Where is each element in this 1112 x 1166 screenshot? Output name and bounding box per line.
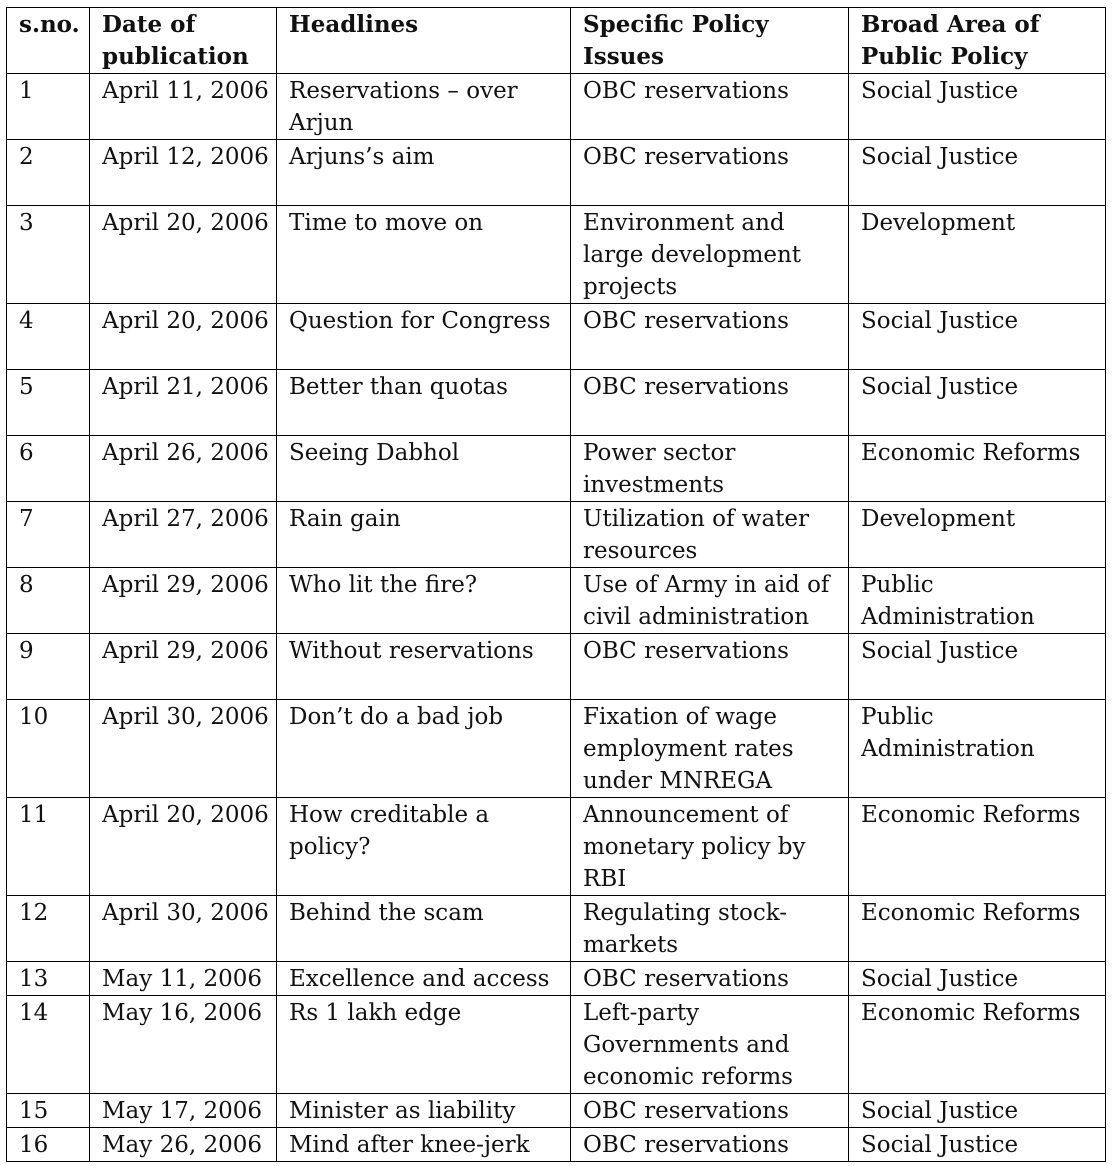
cell-headline: Better than quotas [277,370,571,436]
cell-sno: 15 [7,1094,90,1128]
cell-sno: 8 [7,568,90,634]
cell-date: April 20, 2006 [90,798,277,896]
table-row [7,896,1106,962]
cell-sno: 4 [7,304,90,370]
cell-date: April 30, 2006 [90,700,277,798]
cell-area: Social Justice [849,634,1106,700]
table-row [7,1094,1106,1128]
header-issue: Specific Policy Issues [571,8,849,74]
table-row [7,304,1106,370]
cell-issue: Environment and large development projects [571,206,849,304]
cell-issue: Utilization of water resources [571,502,849,568]
cell-headline: Seeing Dabhol [277,436,571,502]
cell-date: April 26, 2006 [90,436,277,502]
cell-headline: Arjuns’s aim [277,140,571,206]
cell-area: Economic Reforms [849,798,1106,896]
cell-headline: Without reservations [277,634,571,700]
cell-date: April 30, 2006 [90,896,277,962]
table-row [7,140,1106,206]
cell-area: Development [849,502,1106,568]
cell-date: May 16, 2006 [90,996,277,1094]
cell-headline: Mind after knee-jerk [277,1128,571,1162]
cell-date: May 11, 2006 [90,962,277,996]
cell-issue: Use of Army in aid of civil administration [571,568,849,634]
table-row [7,798,1106,896]
cell-headline: Don’t do a bad job [277,700,571,798]
cell-sno: 10 [7,700,90,798]
cell-issue: OBC reservations [571,1128,849,1162]
cell-sno: 2 [7,140,90,206]
cell-area: Social Justice [849,74,1106,140]
cell-headline: How creditable a policy? [277,798,571,896]
cell-sno: 1 [7,74,90,140]
table-row [7,962,1106,996]
cell-date: April 20, 2006 [90,304,277,370]
cell-date: April 29, 2006 [90,568,277,634]
cell-area: Social Justice [849,304,1106,370]
cell-issue: Announcement of monetary policy by RBI [571,798,849,896]
cell-headline: Reservations – over Arjun [277,74,571,140]
cell-sno: 5 [7,370,90,436]
cell-headline: Who lit the fire? [277,568,571,634]
cell-sno: 14 [7,996,90,1094]
header-area: Broad Area of Public Policy [849,8,1106,74]
editorials-table [6,7,1106,1162]
table-row [7,568,1106,634]
cell-area: Social Justice [849,140,1106,206]
table-row [7,436,1106,502]
table-row [7,502,1106,568]
cell-sno: 12 [7,896,90,962]
cell-date: April 27, 2006 [90,502,277,568]
cell-issue: OBC reservations [571,1094,849,1128]
cell-issue: Power sector investments [571,436,849,502]
table-row [7,1128,1106,1162]
cell-area: Economic Reforms [849,996,1106,1094]
table-row [7,996,1106,1094]
header-sno: s.no. [7,8,90,74]
cell-issue: OBC reservations [571,304,849,370]
cell-date: April 29, 2006 [90,634,277,700]
cell-issue: OBC reservations [571,74,849,140]
cell-issue: Fixation of wage employment rates under MNREGA [571,700,849,798]
cell-sno: 16 [7,1128,90,1162]
cell-date: May 17, 2006 [90,1094,277,1128]
cell-date: May 26, 2006 [90,1128,277,1162]
cell-sno: 13 [7,962,90,996]
cell-issue: Left-party Governments and economic reforms [571,996,849,1094]
cell-headline: Time to move on [277,206,571,304]
cell-sno: 11 [7,798,90,896]
table-row [7,700,1106,798]
cell-sno: 3 [7,206,90,304]
cell-date: April 20, 2006 [90,206,277,304]
cell-sno: 9 [7,634,90,700]
cell-area: Development [849,206,1106,304]
header-date: Date of publication [90,8,277,74]
cell-area: Social Justice [849,1094,1106,1128]
table-row [7,74,1106,140]
cell-sno: 6 [7,436,90,502]
cell-issue: OBC reservations [571,634,849,700]
cell-area: Social Justice [849,370,1106,436]
cell-area: Social Justice [849,1128,1106,1162]
cell-date: April 12, 2006 [90,140,277,206]
cell-headline: Rain gain [277,502,571,568]
cell-issue: OBC reservations [571,140,849,206]
cell-area: Economic Reforms [849,436,1106,502]
table-row [7,370,1106,436]
cell-issue: OBC reservations [571,962,849,996]
cell-area: Public Administration [849,568,1106,634]
table-row [7,206,1106,304]
cell-headline: Question for Congress [277,304,571,370]
cell-area: Public Administration [849,700,1106,798]
cell-area: Social Justice [849,962,1106,996]
cell-date: April 11, 2006 [90,74,277,140]
cell-headline: Minister as liability [277,1094,571,1128]
header-headline: Headlines [277,8,571,74]
table-row [7,634,1106,700]
cell-date: April 21, 2006 [90,370,277,436]
cell-sno: 7 [7,502,90,568]
cell-issue: OBC reservations [571,370,849,436]
cell-area: Economic Reforms [849,896,1106,962]
table-header-row [7,8,1106,74]
cell-headline: Rs 1 lakh edge [277,996,571,1094]
cell-issue: Regulating stock-markets [571,896,849,962]
cell-headline: Excellence and access [277,962,571,996]
cell-headline: Behind the scam [277,896,571,962]
